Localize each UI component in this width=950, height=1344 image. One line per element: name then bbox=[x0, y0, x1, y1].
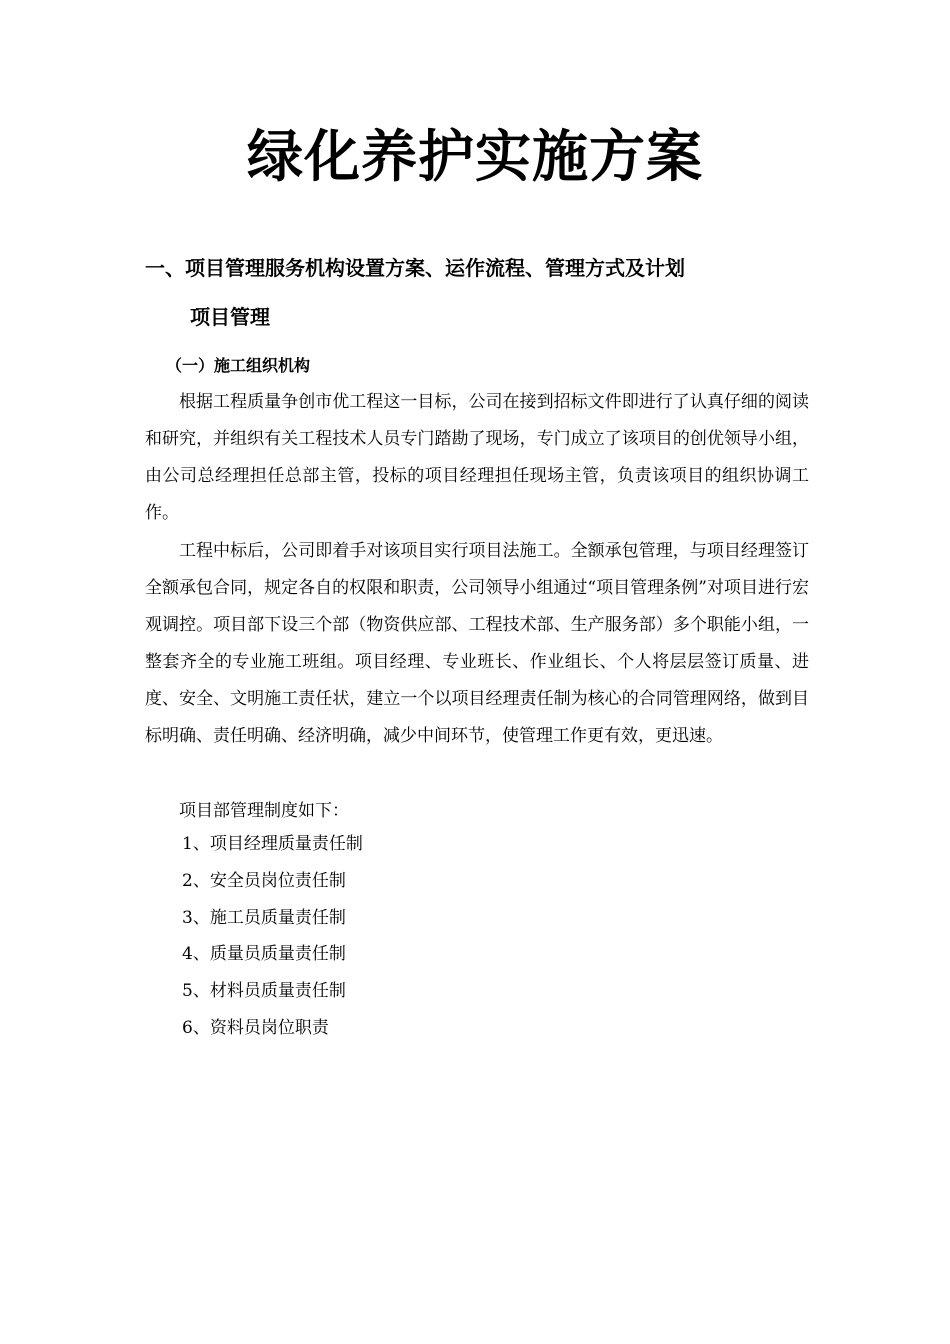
subsection-heading: 项目管理 bbox=[190, 305, 270, 329]
management-system-list bbox=[182, 826, 363, 1047]
document-title: 绿化养护实施方案 bbox=[247, 125, 703, 190]
subsubsection-heading: （一）施工组织机构 bbox=[166, 356, 311, 375]
list-item: 2、安全员岗位责任制 bbox=[182, 870, 346, 891]
paragraph: 项目部管理制度如下： bbox=[179, 801, 349, 821]
list-item: 6、资料员岗位职责 bbox=[182, 1017, 329, 1038]
paragraph: 工程中标后，公司即着手对该项目实行项目法施工。全额承包管理，与项目经理签订全额承包合同，规定各自的权限和职责，公司领导小组通过“项目管理条例”对项目进行宏观调控。项目部下设三个部（物资供应部、工程技术部、生产服务部）多个职能小组，一整套齐全的专业施工班组。项目经理、专业班长、作业组长、个人将层层签订质量、进度、安全、文明施工责任状，建立一个以项目经理责任制为核心的合同管理网络，做到目标明确、责任明确、经济明确，减少中间环节，使管理工作更有效，更迅速。 bbox=[145, 541, 809, 746]
paragraph: 根据工程质量争创市优工程这一目标，公司在接到招标文件即进行了认真仔细的阅读和研究，并组织有关工程技术人员专门踏勘了现场，专门成立了该项目的创优领导小组，由公司总经理担任总部主管，投标的项目经理担任现场主管，负责该项目的组织协调工作。 bbox=[145, 392, 809, 523]
section-heading: 一、项目管理服务机构设置方案、运作流程、管理方式及计划 bbox=[145, 256, 685, 280]
list-item: 4、质量员质量责任制 bbox=[182, 944, 346, 965]
list-item: 5、材料员质量责任制 bbox=[182, 981, 346, 1002]
list-item: 3、施工员质量责任制 bbox=[182, 907, 346, 928]
list-item: 1、项目经理质量责任制 bbox=[182, 834, 363, 854]
